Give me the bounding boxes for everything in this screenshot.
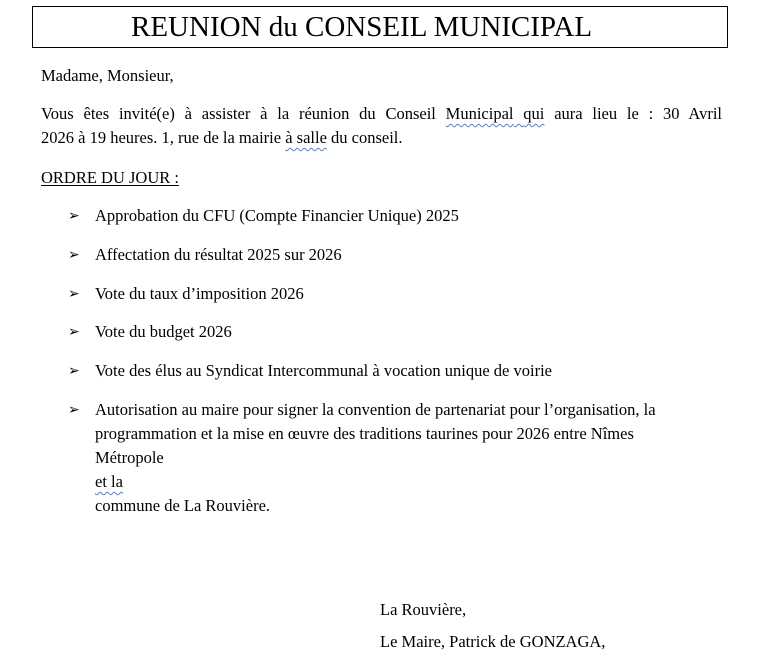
invitation-room-text: du conseil.: [326, 128, 403, 147]
proofing-mark-a-salle: à salle: [285, 128, 327, 147]
arrowhead-bullet-icon: ➢: [68, 208, 80, 224]
arrowhead-bullet-icon: ➢: [68, 363, 80, 379]
arrowhead-bullet-icon: ➢: [68, 402, 80, 418]
signature-name: Le Maire, Patrick de GONZAGA,: [380, 632, 606, 651]
invitation-line-2: [41, 126, 722, 150]
invitation-time-address: 2026 à 19 heures. 1, rue de la mairie: [41, 128, 286, 147]
agenda-item-text-part: Métropole: [95, 448, 164, 467]
agenda-item-text-line-3: [95, 446, 720, 518]
agenda-item-text: Approbation du CFU (Compte Financier Unique) 2025: [95, 206, 459, 225]
agenda-item-text-line-1: Autorisation au maire pour signer la convention de partenariat pour l’organisation, la: [95, 400, 656, 419]
signature-place: La Rouvière,: [380, 600, 467, 619]
agenda-item-text: Affectation du résultat 2025 sur 2026: [95, 245, 342, 264]
agenda-item-text: Vote du budget 2026: [95, 322, 232, 341]
agenda-heading: ORDRE DU JOUR :: [41, 168, 179, 187]
proofing-mark-qui: qui: [523, 104, 545, 123]
proofing-mark-municipal: Municipal: [445, 104, 514, 123]
agenda-item-text: Vote des élus au Syndicat Intercommunal à vocation unique de voirie: [95, 361, 552, 380]
arrowhead-bullet-icon: ➢: [68, 247, 80, 263]
invitation-paragraph: [41, 102, 722, 150]
invitation-date-text: aura lieu le : 30 Avril: [544, 104, 722, 123]
agenda-item-text: Vote du taux d’imposition 2026: [95, 284, 304, 303]
salutation: Madame, Monsieur,: [41, 66, 174, 85]
proofing-mark-et-la: et la: [95, 472, 123, 491]
agenda-item-text-part: commune de La Rouvière.: [95, 496, 271, 515]
invitation-line-1: [41, 102, 722, 126]
agenda-item-text-line-2: programmation et la mise en œuvre des traditions taurines pour 2026 entre Nîmes: [95, 424, 634, 443]
arrowhead-bullet-icon: ➢: [68, 324, 80, 340]
title-box: [32, 6, 728, 48]
arrowhead-bullet-icon: ➢: [68, 286, 80, 302]
document-title: REUNION du CONSEIL MUNICIPAL: [131, 11, 593, 43]
invitation-text: Vous êtes invité(e) à assister à la réunion du Conseil: [41, 104, 446, 123]
proofing-mark-space: [514, 104, 524, 123]
